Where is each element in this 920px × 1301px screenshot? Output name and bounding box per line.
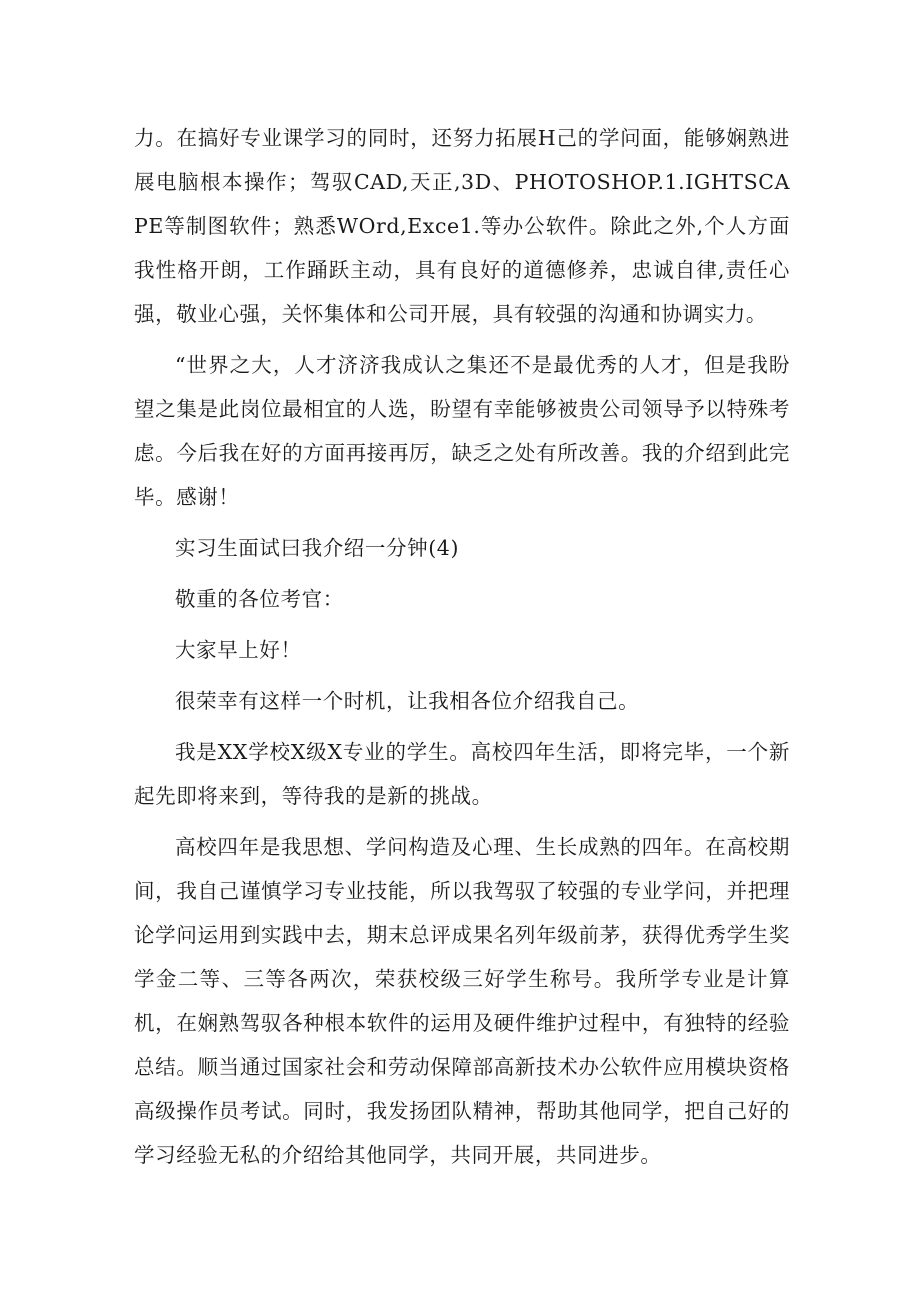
section-heading: 实习生面试曰我介绍一分钟(4) [175, 536, 460, 560]
paragraph-university-years: 高校四年是我思想、学问构造及心理、生长成熟的四年。在高校期间，我自己谨慎学习专业技能，所以我驾驭了较强的专业学问，并把理论学问运用到实践中去，期末总评成果名列年级前茅，获得优秀学生奖学金二等、三等各两次，荣获校级三好学生称号。我所学专业是计算机，在娴熟驾驭各种根本软件的运用及硬件维护过程中，有独特的经验总结。顺当通过国家社会和劳动保障部高新技术办公软件应用模块资格高级操作员考试。同时，我发扬团队精神，帮助其他同学，把自己好的学习经验无私的介绍给其他同学，共同开展，共同进步。 [134, 835, 790, 1167]
paragraph-skills: 力。在搞好专业课学习的同时，还努力拓展H己的学问面，能够娴熟进展电脑根本操作；驾驭CAD,天正,3D、PHOTOSHOP.1.IGHTSCAPE等制图软件；熟悉WOrd,Exce1.等办公软件。除此之外,个人方面我性格开朗，工作踊跃主动，具有良好的道德修养，忠诚自律,责任心强，敬业心强，关怀集体和公司开展，具有较强的沟通和协调实力。 [134, 126, 790, 326]
paragraph-background: 我是XX学校X级X专业的学生。高校四年生活，即将完毕，一个新起先即将来到，等待我的是新的挑战。 [134, 740, 790, 808]
document-body [134, 116, 790, 1177]
greeting: 大家早上好！ [175, 638, 302, 662]
salutation: 敬重的各位考官： [175, 587, 344, 611]
paragraph-intro: 很荣幸有这样一个时机，让我相各位介绍我自己。 [175, 689, 640, 713]
paragraph-closing-remarks: “世界之大，人才济济我成认之集还不是最优秀的人才，但是我盼望之集是此岗位最相宜的人选，盼望有幸能够被贵公司领导予以特殊考虑。今后我在好的方面再接再厉，缺乏之处有所改善。我的介绍到此完毕。感谢！ [134, 353, 790, 509]
